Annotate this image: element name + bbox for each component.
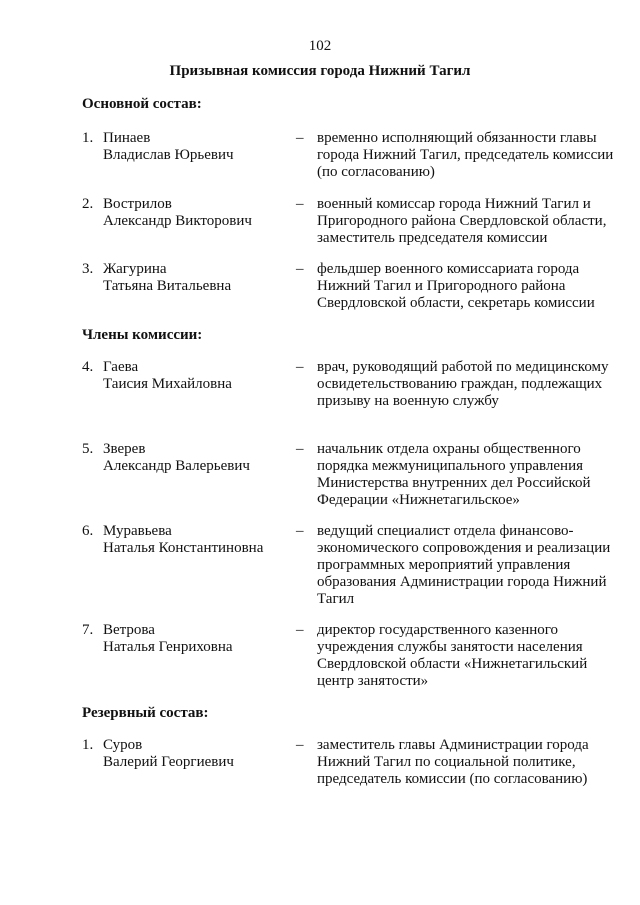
entry-given-name: Александр Викторович [103, 213, 252, 229]
entry-person-name [103, 737, 283, 771]
entry-role: врач, руководящий работой по медицинскому освидетельствованию граждан, подлежащих призыву на военную службу [317, 359, 609, 409]
entry-surname: Вострилов [103, 196, 172, 212]
entry-surname: Суров [103, 737, 143, 753]
section-heading-main: Основной состав: [82, 96, 202, 112]
entry-given-name: Татьяна Витальевна [103, 278, 232, 294]
entry-dash: – [296, 523, 304, 539]
entry-given-name: Владислав Юрьевич [103, 147, 234, 163]
entry-role: директор государственного казенного учреждения службы занятости населения Свердловской области «Нижнетагильский центр занятости» [317, 622, 588, 689]
entry-role: начальник отдела охраны общественного порядка межмуниципального управления Министерства внутренних дел Российской Федерации «Нижнетагильское» [317, 441, 591, 508]
entry-surname: Пинаев [103, 130, 151, 146]
section-heading-reserve: Резервный состав: [82, 705, 209, 721]
entry-person-name [103, 359, 283, 393]
entry-dash: – [296, 737, 304, 753]
entry-given-name: Наталья Генриховна [103, 639, 233, 655]
entry-dash: – [296, 261, 304, 277]
entry-number: 3. [82, 261, 94, 277]
page-number: 102 [308, 38, 332, 54]
entry-person-name [103, 261, 283, 295]
entry-number: 2. [82, 196, 94, 212]
entry-dash: – [296, 441, 304, 457]
entry-role: военный комиссар города Нижний Тагил и Пригородного района Свердловской области, заместитель председателя комиссии [317, 196, 607, 246]
entry-surname: Гаева [103, 359, 139, 375]
entry-role: фельдшер военного комиссариата города Нижний Тагил и Пригородного района Свердловской области, секретарь комиссии [317, 261, 595, 311]
entry-surname: Зверев [103, 441, 146, 457]
entry-person-name [103, 130, 283, 164]
entry-role: ведущий специалист отдела финансово-экономического сопровождения и реализации программных мероприятий управления образования Администрации города Нижний Тагил [317, 523, 611, 607]
entry-dash: – [296, 130, 304, 146]
entry-person-name [103, 523, 283, 557]
entry-person-name [103, 441, 283, 475]
entry-surname: Жагурина [103, 261, 167, 277]
entry-dash: – [296, 359, 304, 375]
entry-surname: Муравьева [103, 523, 172, 539]
entry-number: 5. [82, 441, 94, 457]
section-heading-members: Члены комиссии: [82, 327, 203, 343]
entry-role: заместитель главы Администрации города Нижний Тагил по социальной политике, председатель комиссии (по согласованию) [317, 737, 589, 787]
entry-number: 7. [82, 622, 94, 638]
entry-given-name: Наталья Константиновна [103, 540, 264, 556]
entry-surname: Ветрова [103, 622, 155, 638]
entry-number: 6. [82, 523, 94, 539]
entry-number: 1. [82, 737, 94, 753]
document-title: Призывная комиссия города Нижний Тагил [169, 63, 471, 79]
entry-role: временно исполняющий обязанности главы города Нижний Тагил, председатель комиссии (по согласованию) [317, 130, 614, 180]
entry-number: 4. [82, 359, 94, 375]
entry-person-name [103, 622, 283, 656]
entry-dash: – [296, 622, 304, 638]
entry-given-name: Александр Валерьевич [103, 458, 250, 474]
entry-given-name: Валерий Георгиевич [103, 754, 234, 770]
entry-number: 1. [82, 130, 94, 146]
entry-dash: – [296, 196, 304, 212]
entry-given-name: Таисия Михайловна [103, 376, 232, 392]
entry-person-name [103, 196, 283, 230]
